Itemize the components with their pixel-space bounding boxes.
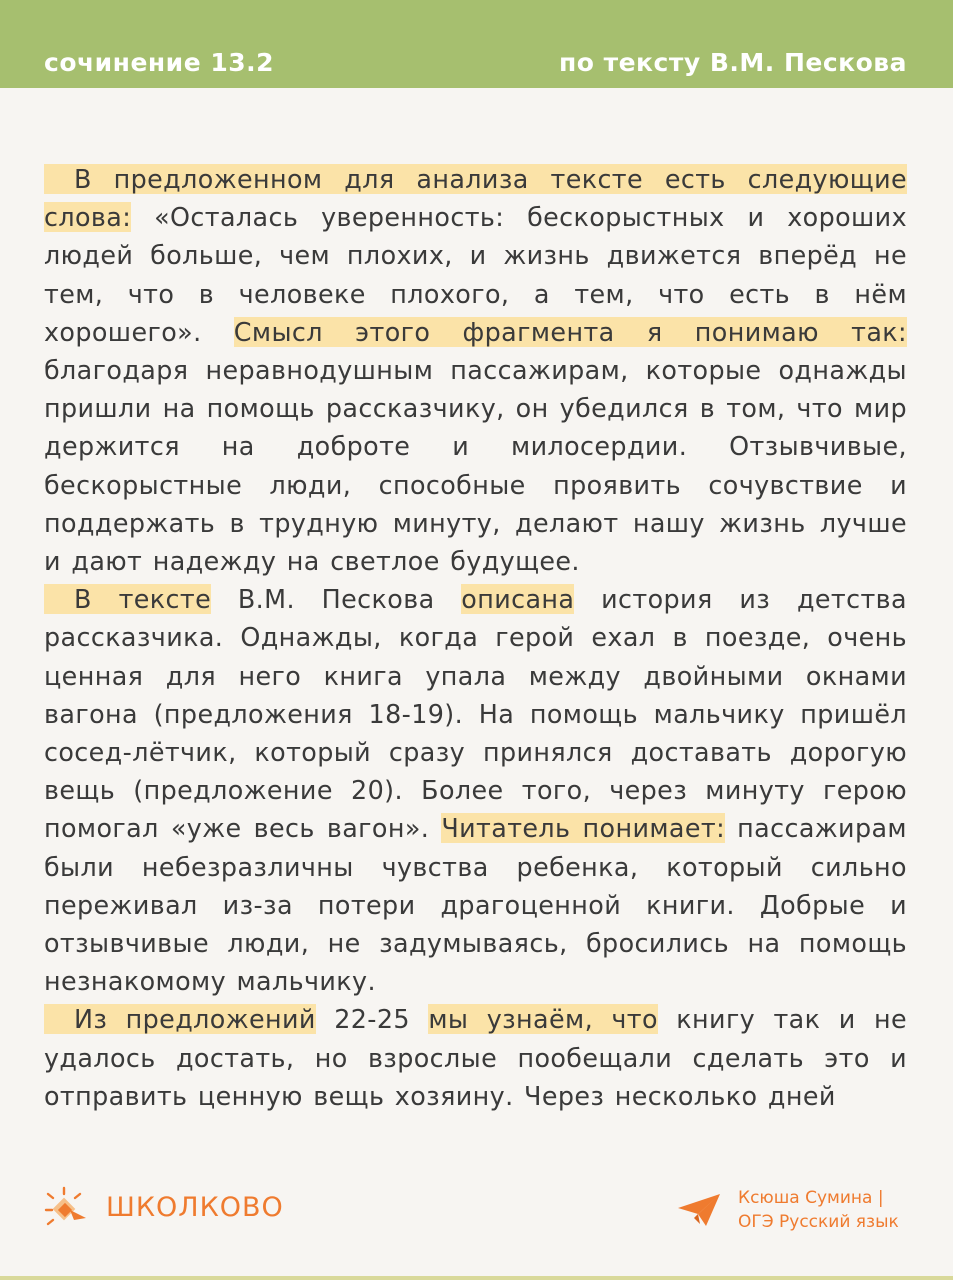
source-label: по тексту В.М. Пескова	[558, 48, 907, 77]
author-credit	[676, 1186, 936, 1236]
essay-label: сочинение 13.2	[44, 48, 275, 77]
text-run: 22-25	[315, 1004, 429, 1035]
bottom-divider	[0, 1276, 953, 1280]
highlight-phrase: В предложенном для анализа тексте есть следующие слова:	[44, 164, 907, 233]
text-run: история из детства рассказчика. Однажды, когда герой ехал в поезде, очень ценная для него книга упала между двойными окнами вагона (предложения 18-19). На помощь мальчику пришёл сосед-лётчик, который сразу принялся доставать дорогую вещь (предложение 20). Более того, через минуту герою помогал «уже весь вагон».	[44, 584, 907, 844]
author-channel: ОГЭ Русский язык	[738, 1212, 899, 1232]
text-run: «Осталась уверенность: бескорыстных и хороших людей больше, чем плохих, и жизнь движется вперёд не тем, что в человеке плохого, а тем, что есть в нём хорошего».	[44, 202, 907, 347]
paragraph-1	[44, 160, 907, 580]
text-run: пассажирам были небезразличны чувства ребенка, который сильно переживал из-за потери драгоценной книги. Добрые и отзывчивые люди, не задумываясь, бросились на помощь незнакомому мальчику.	[44, 813, 907, 997]
essay-text	[44, 160, 907, 1115]
text-run: В.М. Пескова	[211, 584, 462, 615]
shkolkovo-logo-icon	[44, 1186, 90, 1230]
highlight-phrase: Из предложений	[44, 1004, 316, 1034]
shkolkovo-logo	[44, 1186, 304, 1230]
paragraph-3	[44, 1000, 907, 1115]
text-run: книгу так и не удалось достать, но взрослые пообещали сделать это и отправить ценную вещь хозяину. Через несколько дней	[44, 1004, 908, 1111]
page-header	[0, 0, 953, 88]
highlight-phrase: описана	[461, 584, 575, 615]
author-name: Ксюша Сумина |	[738, 1188, 884, 1208]
text-run: благодаря неравнодушным пассажирам, которые однажды пришли на помощь рассказчику, он убедился в том, что мир держится на доброте и милосердии. Отзывчивые, бескорыстные люди, способные проявить сочувствие и поддержать в трудную минуту, делают нашу жизнь лучше и дают надежду на светлое будущее.	[44, 355, 907, 577]
telegram-plane-icon	[676, 1192, 722, 1228]
highlight-phrase: Смысл этого фрагмента я понимаю так:	[233, 316, 907, 347]
paragraph-2	[44, 580, 907, 1000]
highlight-phrase: В тексте	[44, 584, 211, 614]
logo-text: ШКОЛКОВО	[106, 1192, 284, 1223]
highlight-phrase: Читатель понимает:	[441, 813, 726, 844]
highlight-phrase: мы узнаём, что	[428, 1004, 658, 1035]
